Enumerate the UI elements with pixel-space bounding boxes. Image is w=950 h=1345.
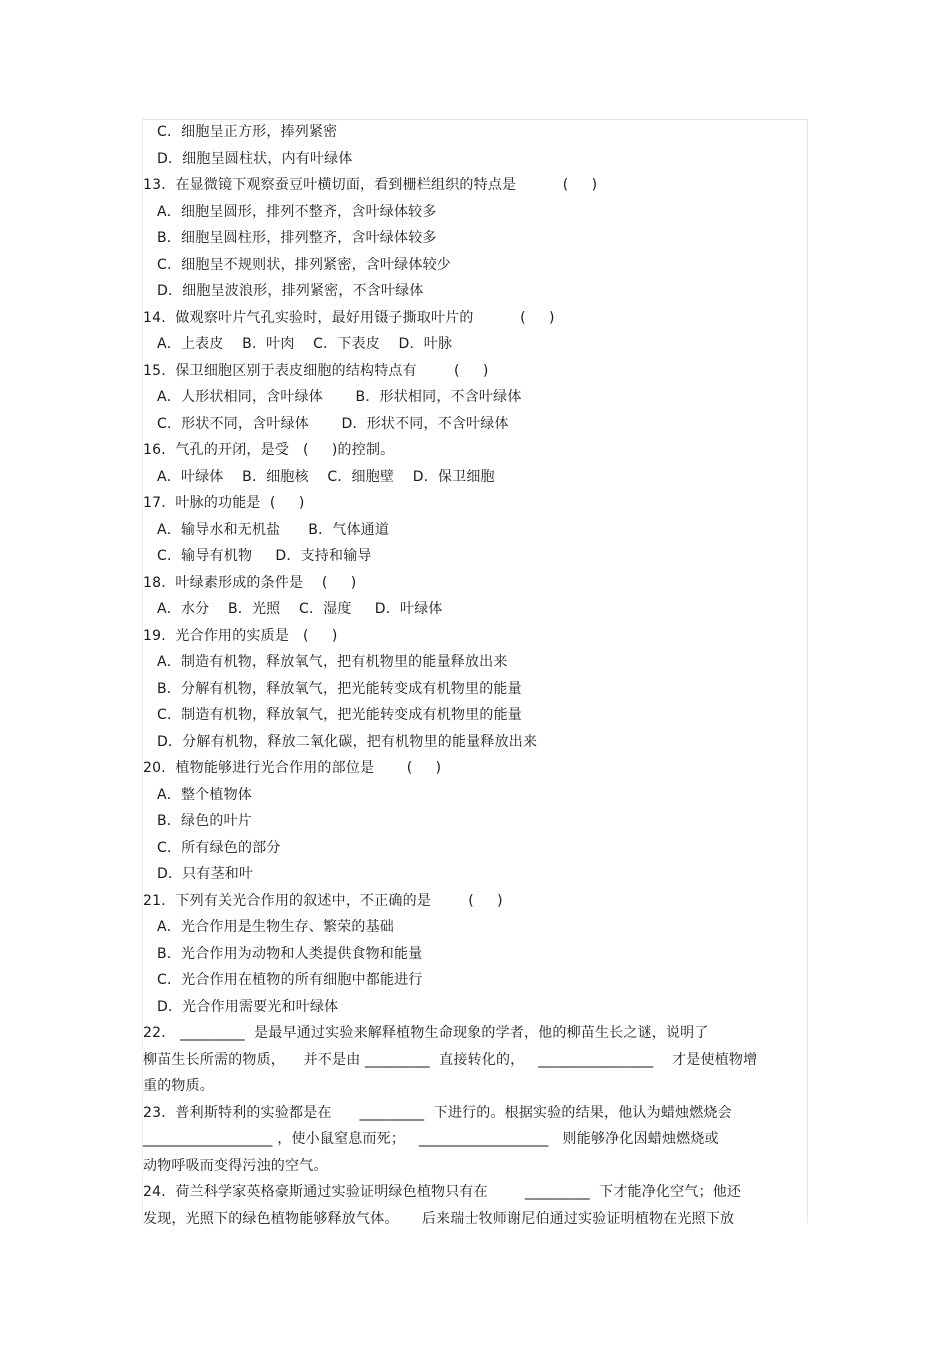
answer-option-line: D．分解有机物，释放二氧化碳，把有机物里的能量释放出来 [157,733,538,750]
document-body [143,119,803,1232]
answer-option-line: A．细胞呈圆形，排列不整齐，含叶绿体较多 [157,203,437,220]
answer-option-line: C．所有绿色的部分 [157,839,281,856]
question-line: 19．光合作用的实质是 ( ) [143,627,338,644]
question-line: 18．叶绿素形成的条件是 ( ) [143,574,357,591]
answer-option-line: A．制造有机物，释放氧气，把有机物里的能量释放出来 [157,654,508,670]
answer-option-line: B．细胞呈圆柱形，排列整齐，含叶绿体较多 [157,230,437,246]
question-lines [143,119,803,1232]
question-line: 21．下列有关光合作用的叙述中，不正确的是 ( ) [143,892,503,909]
answer-option-line: C．形状不同，含叶绿体 D．形状不同，不含叶绿体 [157,415,509,432]
answer-option-line: A．光合作用是生物生存、繁荣的基础 [157,919,394,935]
answer-option-line: B．光合作用为动物和人类提供食物和能量 [157,945,423,962]
answer-option-line: D．细胞呈波浪形，排列紧密，不含叶绿体 [157,283,424,299]
answer-option-line: D．光合作用需要光和叶绿体 [157,998,339,1015]
question-line: 15．保卫细胞区别于表皮细胞的结构特点有 ( ) [143,362,489,379]
answer-option-line: B．绿色的叶片 [157,813,253,829]
question-line: 16．气孔的开闭，是受 ( )的控制。 [143,442,395,458]
question-line: 14．做观察叶片气孔实验时，最好用镊子撕取叶片的 ( ) [143,309,555,326]
question-line: __________________ ，使小鼠窒息而死； __________________ 则能够净化因蜡烛燃烧或 [143,1131,719,1147]
answer-option-line: A．叶绿体 B．细胞核 C．细胞壁 D．保卫细胞 [157,468,495,485]
answer-option-line: D．只有茎和叶 [157,866,254,882]
answer-option-line: A．整个植物体 [157,786,252,803]
question-line: 17．叶脉的功能是 ( ) [143,495,305,511]
question-line: 柳苗生长所需的物质， 并不是由 _________ 直接转化的， ________________ 才是使植物增 [143,1051,758,1068]
answer-option-line: C．光合作用在植物的所有细胞中都能进行 [157,972,423,988]
answer-option-line: A．人形状相同，含叶绿体 B．形状相同，不含叶绿体 [157,389,522,405]
question-line: 20．植物能够进行光合作用的部位是 ( ) [143,760,442,776]
question-line: 13．在显微镜下观察蚕豆叶横切面，看到栅栏组织的特点是 ( ) [143,177,598,193]
answer-option-line: C．细胞呈不规则状，排列紧密，含叶绿体较少 [157,256,451,273]
answer-option-line: C．制造有机物，释放氧气，把光能转变成有机物里的能量 [157,707,522,723]
answer-option-line: A．水分 B．光照 C．湿度 D．叶绿体 [157,601,443,617]
question-line: 23．普利斯特利的实验都是在 _________ 下进行的。根据实验的结果，他认为蜡烛燃烧会 [143,1104,732,1121]
answer-option-line: A．上表皮 B．叶肉 C．下表皮 D．叶脉 [157,336,453,352]
answer-option-line: C．输导有机物 D．支持和输导 [157,548,372,564]
question-line: 重的物质。 [143,1078,214,1094]
question-line: 发现，光照下的绿色植物能够释放气体。 后来瑞士牧师谢尼伯通过实验证明植物在光照下放 [143,1210,735,1227]
question-line: 22． _________ 是最早通过实验来解释植物生命现象的学者，他的柳苗生长之谜，说明了 [143,1025,709,1041]
answer-option-line: C．细胞呈正方形，捧列紧密 [157,124,338,140]
question-line: 动物呼吸而变得污浊的空气。 [143,1157,328,1174]
answer-option-line: D．细胞呈圆柱状，内有叶绿体 [157,150,353,167]
answer-option-line: A．输导水和无机盐 B．气体通道 [157,521,390,538]
question-line: 24．荷兰科学家英格豪斯通过实验证明绿色植物只有在 _________ 下才能净化空气；他还 [143,1184,742,1200]
answer-option-line: B．分解有机物，释放氧气，把光能转变成有机物里的能量 [157,680,522,697]
